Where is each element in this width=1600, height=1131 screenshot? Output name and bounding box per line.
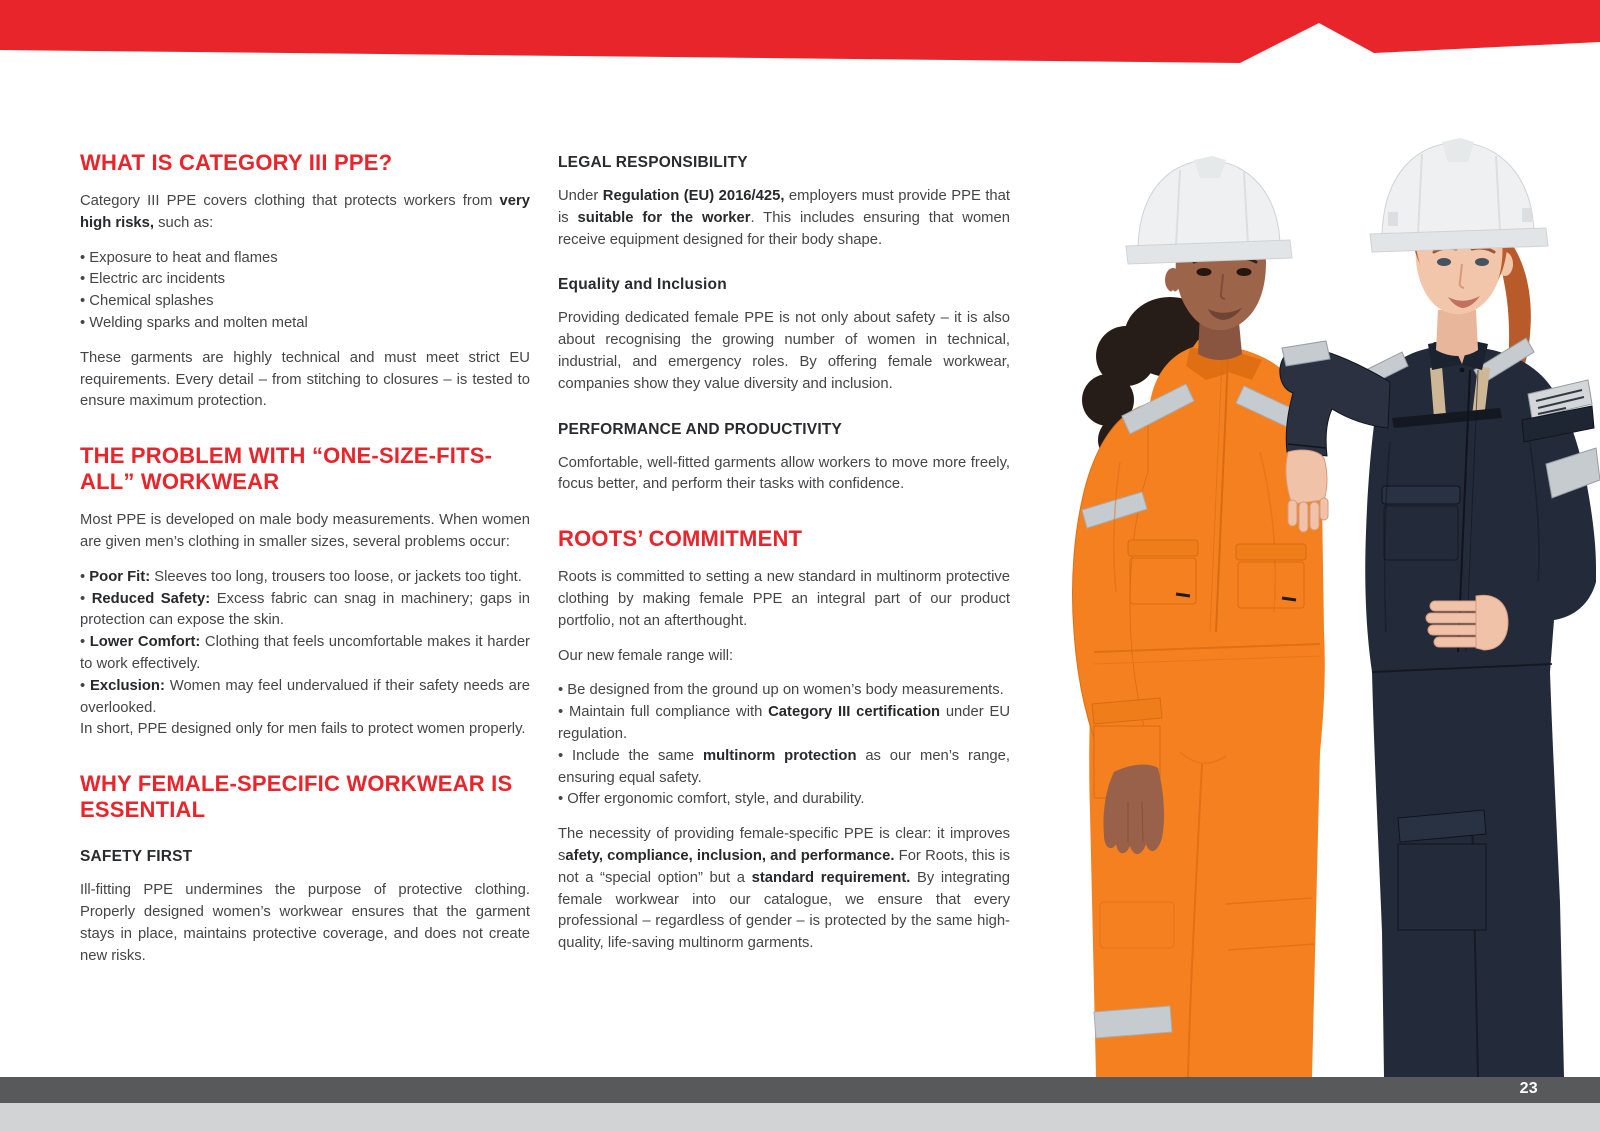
- list-item: • Exposure to heat and flames: [80, 248, 530, 270]
- list-item: • Chemical splashes: [80, 291, 530, 313]
- list-item: • Exclusion: Women may feel undervalued if their safety needs are overlooked.: [80, 676, 530, 720]
- paragraph: In short, PPE designed only for men fails to protect women properly.: [80, 721, 526, 738]
- section-heading-roots-commitment: ROOTS’ COMMITMENT: [558, 526, 803, 552]
- section-heading-category-iii: WHAT IS CATEGORY III PPE?: [80, 150, 393, 175]
- list-item: • Be designed from the ground up on women’s body measurements.: [558, 680, 1010, 702]
- list-item: • Electric arc incidents: [80, 269, 530, 291]
- paragraph: Under Regulation (EU) 2016/425, employers must provide PPE that is suitable for the worker. This includes ensuring that women receive equipment designed for their body shape.: [558, 188, 1010, 248]
- paragraph: These garments are highly technical and must meet strict EU requirements. Every detail – from stitching to closures – is tested to ensure maximum protection.: [80, 349, 530, 410]
- hand-dangling: [1286, 450, 1328, 532]
- subheading-legal: LEGAL RESPONSIBILITY: [558, 154, 748, 171]
- neck: [1436, 310, 1478, 356]
- banner-shape: [0, 0, 1600, 63]
- paragraph: The necessity of providing female-specific PPE is clear: it improves safety, compliance, inclusion, and performance. For Roots, this is not a “special option” but a standard requirement. By integrating female workwear into our catalogue, we ensure that every professional – regardless of gender – is protected by the same high-quality, life-saving multinorm garments.: [558, 826, 1010, 952]
- list-item: • Lower Comfort: Clothing that feels uncomfortable makes it harder to work effectively.: [80, 632, 530, 676]
- paragraph: Ill-fitting PPE undermines the purpose of protective clothing. Properly designed women’s workwear ensures that the garment stays in place, maintains protective coverage, and does not create new risks.: [80, 882, 530, 964]
- workers-photo-illustration: [1030, 112, 1600, 1077]
- section-heading-female-specific: WHY FEMALE-SPECIFIC WORKWEAR IS ESSENTIAL: [80, 771, 513, 823]
- paragraph: Comfortable, well-fitted garments allow workers to move more freely, focus better, and perform their tasks with confidence.: [558, 454, 1010, 493]
- section-heading-one-size: THE PROBLEM WITH “ONE-SIZE-FITS-ALL” WORKWEAR: [80, 443, 493, 495]
- top-banner: [0, 0, 1600, 70]
- footer-bar: [0, 1077, 1600, 1103]
- list-item: • Poor Fit: Sleeves too long, trousers too loose, or jackets too tight.: [80, 567, 530, 589]
- subheading-performance: PERFORMANCE AND PRODUCTIVITY: [558, 420, 843, 438]
- paragraph: Providing dedicated female PPE is not only about safety – it is also about recognising the growing number of women in technical, industrial, and emergency roles. By offering female workwear, companies show they value diversity and inclusion.: [558, 310, 1010, 392]
- worker-navy-figure: [1365, 138, 1600, 1077]
- workers-photo: [1030, 112, 1600, 1077]
- list-item: • Welding sparks and molten metal: [80, 313, 530, 335]
- list-item: • Reduced Safety: Excess fabric can snag in machinery; gaps in protection can expose the skin.: [80, 589, 530, 633]
- subheading-equality: Equality and Inclusion: [558, 276, 727, 294]
- footer-strip: [0, 1103, 1600, 1131]
- left-column: [80, 150, 530, 980]
- hard-hat-left: [1126, 156, 1292, 264]
- hard-hat-right: [1370, 138, 1548, 252]
- paragraph: Category III PPE covers clothing that protects workers from very high risks, such as:: [80, 193, 530, 231]
- paragraph: Our new female range will:: [558, 647, 734, 664]
- hand-left-worker: [1103, 765, 1164, 855]
- page-number: 23: [1519, 1080, 1538, 1097]
- problem-bullet-list: [80, 567, 530, 720]
- hand-on-hip: [1426, 595, 1508, 650]
- commitment-bullet-list: [558, 680, 1010, 811]
- middle-column: [558, 151, 1010, 968]
- list-item: • Include the same multinorm protection as our men’s range, ensuring equal safety.: [558, 746, 1010, 790]
- subheading-safety-first: SAFETY FIRST: [80, 848, 193, 866]
- list-item: • Maintain full compliance with Category III certification under EU regulation.: [558, 702, 1010, 746]
- worker-orange-figure: [1073, 156, 1325, 1077]
- risk-bullet-list: [80, 248, 530, 335]
- paragraph: Most PPE is developed on male body measurements. When women are given men’s clothing in smaller sizes, several problems occur:: [80, 512, 530, 550]
- navy-coverall-body: [1365, 342, 1596, 1077]
- list-item: • Offer ergonomic comfort, style, and durability.: [558, 789, 1010, 811]
- paragraph: Roots is committed to setting a new standard in multinorm protective clothing by making female PPE an integral part of our product portfolio, not an afterthought.: [558, 569, 1010, 629]
